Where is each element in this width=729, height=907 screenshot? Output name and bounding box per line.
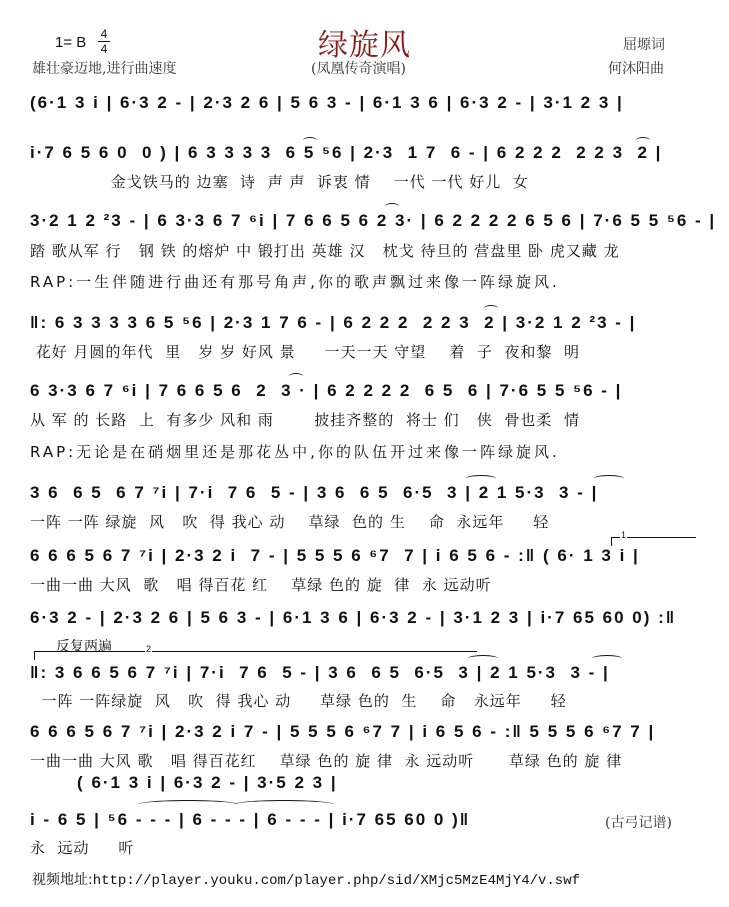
slur-mark (468, 655, 498, 662)
score-line-lyrics: 踏 歌从军 行 钢 铁 的熔炉 中 锻打出 英雄 汉 枕戈 待旦的 营盘里 卧 虎又藏 龙 (30, 242, 620, 260)
score-line-lyrics: 一曲一曲 大风 歌 唱 得百花红 草绿 色的 旋 律 永 远动听 草绿 色的 旋 律 (30, 752, 623, 770)
score-line-lyrics: 一阵 一阵 绿旋 风 吹 得 我心 动 草绿 色的 生 命 永远年 轻 (30, 513, 550, 531)
score-line-lyrics: 永 远动 听 (30, 839, 135, 857)
volta-number: 1 (621, 530, 627, 540)
score-line-notes: i·7 6 5 6 0 0 ) | 6 3 3 3 3 6 5 ⁵6 | 2·3 1 7 6 - | 6 2 2 2 2 2 3 2 | (30, 143, 663, 162)
score-line-notes: i - 6 5 | ⁵6 - - - | 6 - - - | 6 - - - | i·7 65 60 0 )‖ (30, 810, 471, 829)
score-line-notes: 3·2 1 2 ²3 - | 6 3·3 6 7 ⁶i | 7 6 6 5 6 2 3· | 6 2 2 2 2 6 5 6 | 7·6 5 5 ⁵6 - | (30, 211, 717, 230)
slur-mark (289, 373, 303, 380)
time-signature-top: 4 (100, 27, 108, 41)
slur-mark (636, 137, 650, 144)
score-line-lyrics: 一阵 一阵绿旋 风 吹 得 我心 动 草绿 色的 生 命 永远年 轻 (30, 692, 567, 710)
score-line-notes: 6 6 6 5 6 7 ⁷i | 2·3 2 i 7 - | 5 5 5 6 ⁶7 7 | i 6 5 6 - :‖ ( 6· 1 3 i | (30, 546, 640, 565)
slur-mark (594, 475, 624, 482)
slur-mark (592, 655, 622, 662)
slur-mark (385, 203, 399, 210)
score-line-notes: 6 6 6 5 6 7 ⁷i | 2·3 2 i 7 - | 5 5 5 6 ⁶7 7 | i 6 5 6 - :‖ 5 5 5 6 ⁶7 7 | (30, 722, 656, 741)
score-line-lyrics: 花好 月圆的年代 里 岁 岁 好风 景 一天一天 守望 着 子 夜和黎 明 (30, 343, 580, 361)
score-line-lyrics: 金戈铁马的 边塞 诗 声 声 诉衷 情 一代 一代 好儿 女 (30, 173, 529, 191)
score-line-notes: 3 6 6 5 6 7 ⁷i | 7·i 7 6 5 - | 3 6 6 5 6·5 3 | 2 1 5·3 3 - | (30, 483, 599, 502)
video-link[interactable] (32, 869, 580, 889)
score-line-notes: 6·3 2 - | 2·3 2 6 | 5 6 3 - | 6·1 3 6 | 6·3 2 - | 3·1 2 3 | i·7 65 60 0) :‖ (30, 608, 677, 627)
lyricist: 屈塬词 (623, 37, 665, 53)
song-title: 绿旋风 (318, 28, 411, 63)
key-signature: 1= B (55, 34, 87, 51)
notation-source: (古弓记谱) (605, 815, 672, 831)
score-line-lyrics: 一曲一曲 大风 歌 唱 得百花 红 草绿 色的 旋 律 永 远动听 (30, 576, 492, 594)
score-line-notes: ( 6·1 3 i | 6·3 2 - | 3·5 2 3 | (30, 773, 338, 792)
score-line-notes: 6 3·3 6 7 ⁶i | 7 6 6 5 6 2 3 · | 6 2 2 2 2 6 5 6 | 7·6 5 5 ⁵6 - | (30, 381, 623, 400)
slur-mark (466, 475, 496, 482)
performer: (凤凰传奇演唱) (311, 61, 406, 77)
score-line-lyrics: 从 军 的 长路 上 有多少 风和 雨 披挂齐整的 将士 们 侠 骨也柔 情 (30, 411, 580, 429)
score-line-notes: ‖: 6 3 3 3 3 6 5 ⁵6 | 2·3 1 7 6 - | 6 2 2 2 2 2 3 2 | 3·2 1 2 ²3 - | (30, 313, 637, 332)
tempo-marking: 雄壮豪迈地,进行曲速度 (32, 61, 177, 77)
tie-mark (138, 800, 238, 809)
volta-number: 2 (146, 644, 152, 654)
video-url[interactable]: http://player.youku.com/player.php/sid/XMjc5MzE4MjY4/v.swf (92, 873, 580, 889)
rap-lyrics: RAP:无论是在硝烟里还是那花丛中,你的队伍开过来像一阵绿旋风. (30, 443, 560, 461)
score-line-notes: (6·1 3 i | 6·3 2 - | 2·3 2 6 | 5 6 3 - | 6·1 3 6 | 6·3 2 - | 3·1 2 3 | (30, 93, 624, 112)
rap-lyrics: RAP:一生伴随进行曲还有那号角声,你的歌声飘过来像一阵绿旋风. (30, 273, 560, 291)
video-label: 视频地址: (32, 872, 93, 888)
slur-mark (484, 305, 498, 312)
composer: 何沐阳曲 (608, 61, 664, 77)
slur-mark (303, 137, 317, 144)
tie-mark (234, 800, 334, 809)
repeat-label: 反复两遍 (56, 638, 112, 654)
time-signature-bottom: 4 (100, 42, 108, 56)
score-line-notes: ‖: 3 6 6 5 6 7 ⁷i | 7·i 7 6 5 - | 3 6 6 5 6·5 3 | 2 1 5·3 3 - | (30, 663, 610, 682)
volta-bracket-1 (611, 530, 696, 546)
time-signature (98, 28, 110, 55)
